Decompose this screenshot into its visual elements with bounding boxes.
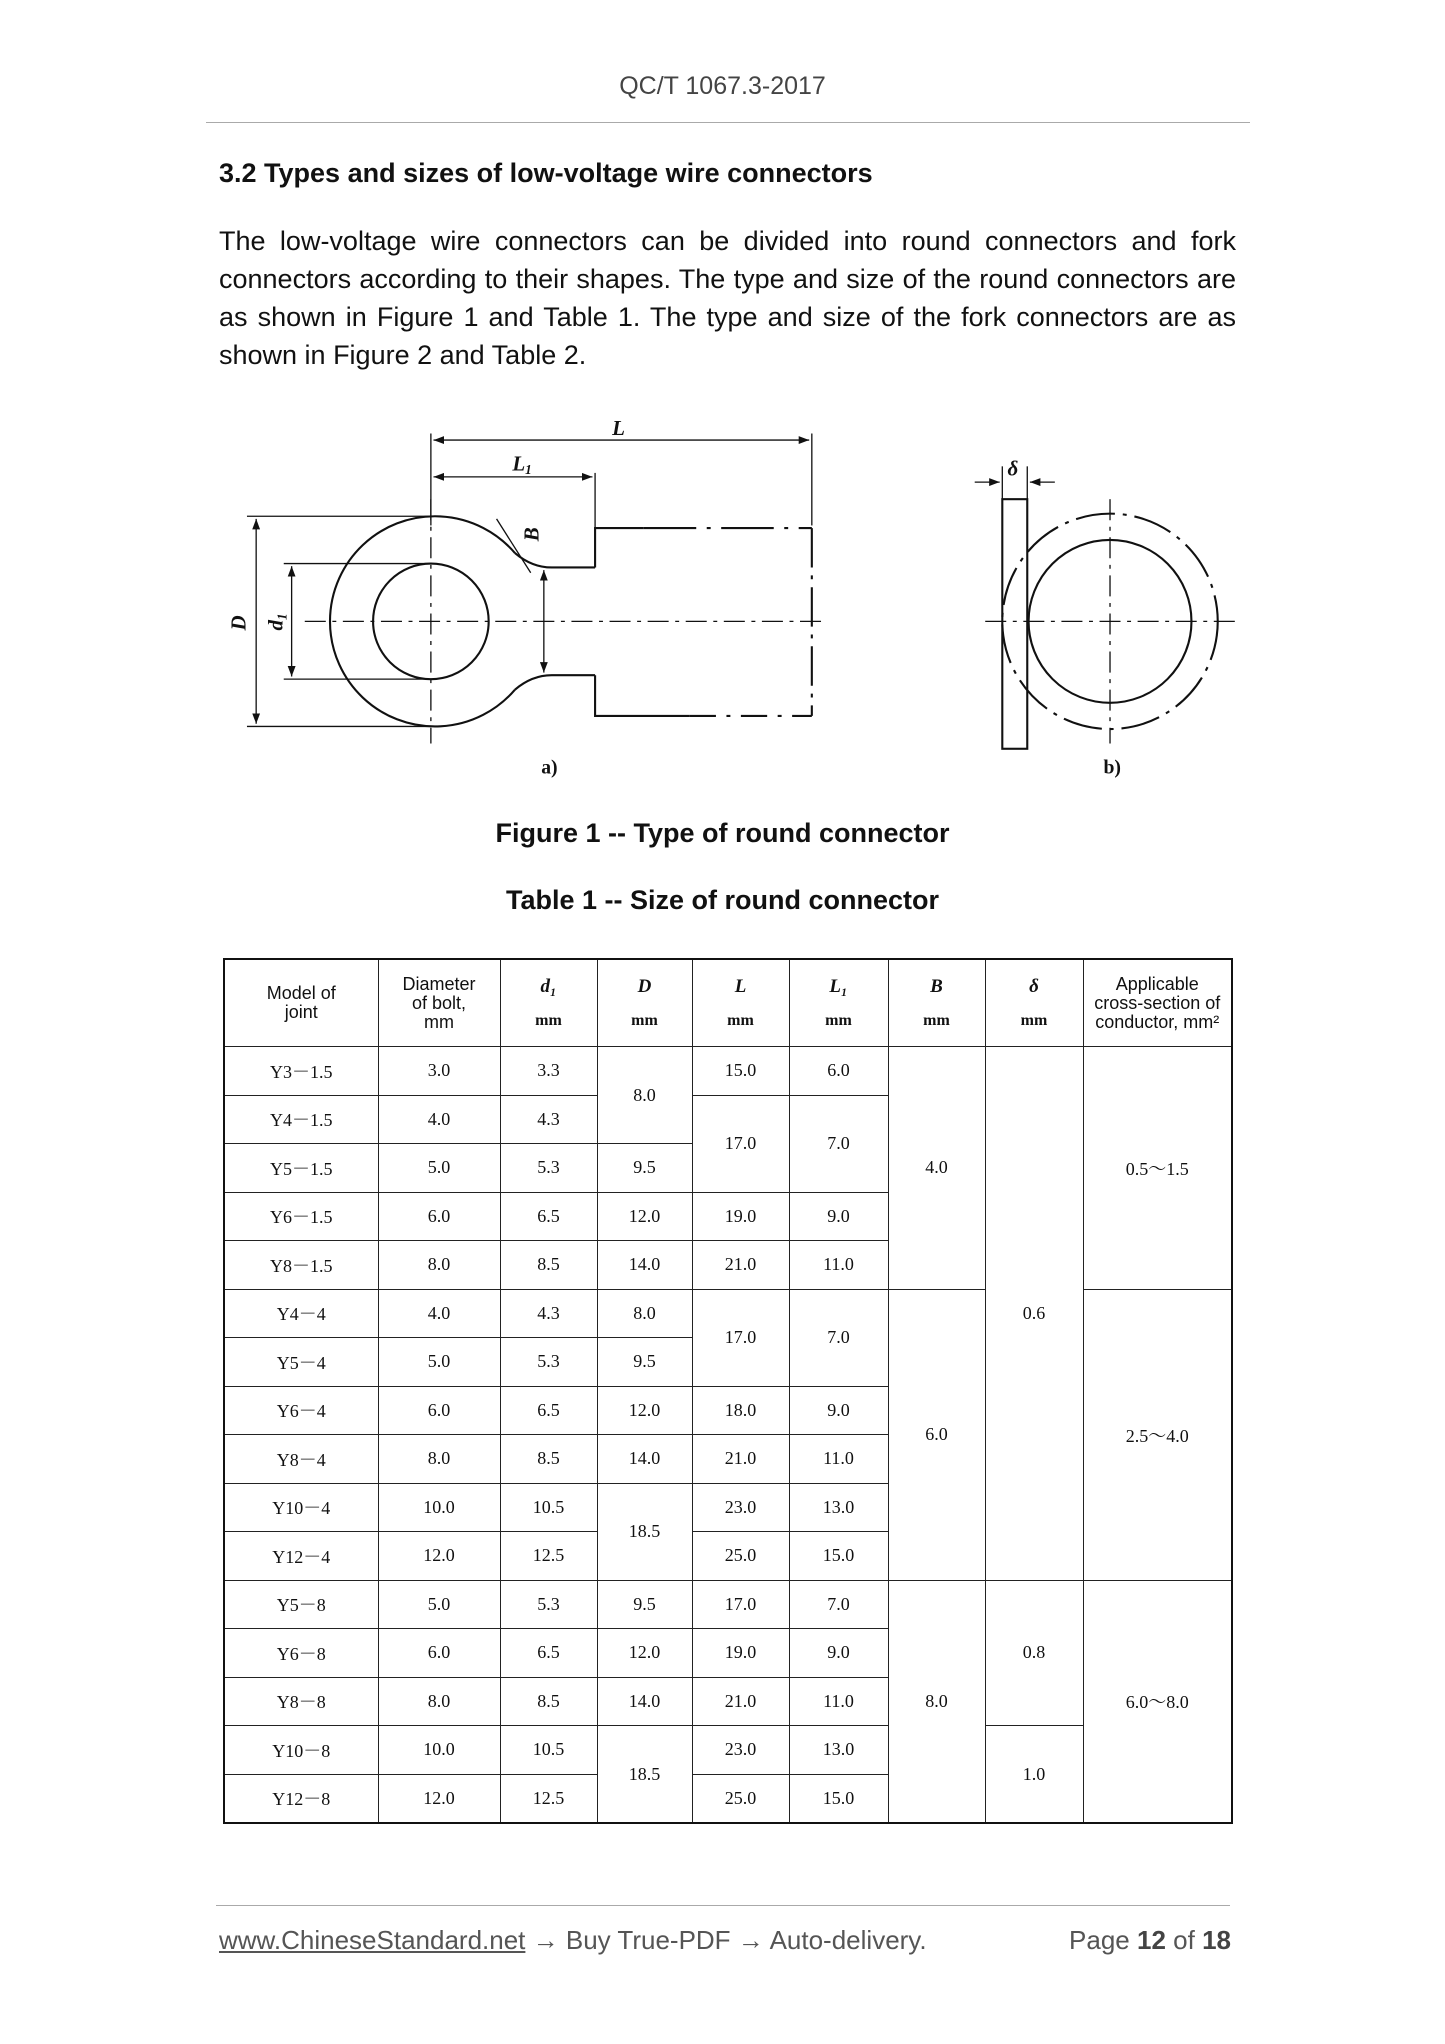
label-B: B (519, 527, 544, 542)
cell-b: 4.0 (888, 1047, 985, 1290)
header-area: Applicable cross-section of conductor, mm² (1083, 959, 1232, 1047)
footer-text: → Buy True-PDF → Auto-delivery. (525, 1925, 927, 1955)
figure-a-drawing (247, 433, 828, 743)
cell-d: 12.0 (597, 1386, 692, 1435)
cell-model: Y6－8 (224, 1629, 378, 1678)
cell-d: 14.0 (597, 1677, 692, 1726)
cell-model: Y3－1.5 (224, 1047, 378, 1096)
cell-d: 8.0 (597, 1289, 692, 1338)
figure-caption: Figure 1 -- Type of round connector (495, 818, 950, 848)
table-caption: Table 1 -- Size of round connector (505, 885, 940, 915)
table-row (224, 1047, 1232, 1096)
cell-bolt: 10.0 (378, 1483, 500, 1532)
cell-d1: 3.3 (500, 1047, 597, 1096)
section-heading: 3.2 Types and sizes of low-voltage wire connectors (219, 158, 873, 188)
cell-l: 23.0 (692, 1483, 789, 1532)
cell-d: 9.5 (597, 1338, 692, 1387)
cell-l: 17.0 (692, 1289, 789, 1386)
cell-d1: 8.5 (500, 1677, 597, 1726)
cell-model: Y6－1.5 (224, 1192, 378, 1241)
cell-bolt: 4.0 (378, 1289, 500, 1338)
cell-l1: 11.0 (789, 1677, 888, 1726)
header-B: B mm (888, 959, 985, 1047)
cell-model: Y4－1.5 (224, 1095, 378, 1144)
header-d1: d₁ mm (500, 959, 597, 1047)
cell-d: 12.0 (597, 1192, 692, 1241)
cell-d1: 6.5 (500, 1629, 597, 1678)
cell-l: 21.0 (692, 1241, 789, 1290)
cell-d: 18.5 (597, 1726, 692, 1824)
cell-l1: 9.0 (789, 1192, 888, 1241)
cell-d: 14.0 (597, 1435, 692, 1484)
cell-delta: 1.0 (985, 1726, 1083, 1824)
cell-l1: 11.0 (789, 1435, 888, 1484)
cell-d1: 12.5 (500, 1532, 597, 1581)
cell-l1: 7.0 (789, 1289, 888, 1386)
cell-l1: 15.0 (789, 1774, 888, 1823)
cell-l: 15.0 (692, 1047, 789, 1096)
cell-b: 8.0 (888, 1580, 985, 1823)
label-b: b) (1103, 756, 1121, 779)
cell-d1: 10.5 (500, 1483, 597, 1532)
cell-l1: 6.0 (789, 1047, 888, 1096)
cell-model: Y12－4 (224, 1532, 378, 1581)
cell-l1: 9.0 (789, 1629, 888, 1678)
cell-d1: 5.3 (500, 1338, 597, 1387)
round-connector-size-table (223, 958, 1233, 1824)
cell-model: Y5－4 (224, 1338, 378, 1387)
cell-l1: 15.0 (789, 1532, 888, 1581)
footer-divider (216, 1905, 1230, 1906)
cell-delta: 0.6 (985, 1047, 1083, 1581)
label-L1: L1 (512, 451, 532, 478)
page-number: Page 12 of 18 (1069, 1925, 1231, 1955)
cell-model: Y10－8 (224, 1726, 378, 1775)
label-delta: δ (1007, 456, 1019, 481)
cell-l: 17.0 (692, 1095, 789, 1192)
header-L: L mm (692, 959, 789, 1047)
cell-l: 21.0 (692, 1435, 789, 1484)
cell-bolt: 12.0 (378, 1532, 500, 1581)
cell-bolt: 8.0 (378, 1435, 500, 1484)
cell-d1: 8.5 (500, 1241, 597, 1290)
cell-d1: 8.5 (500, 1435, 597, 1484)
cell-d: 9.5 (597, 1580, 692, 1629)
cell-bolt: 12.0 (378, 1774, 500, 1823)
cell-model: Y10－4 (224, 1483, 378, 1532)
cell-bolt: 6.0 (378, 1192, 500, 1241)
cell-d1: 4.3 (500, 1289, 597, 1338)
header-bolt: Diameter of bolt, mm (378, 959, 500, 1047)
cell-bolt: 4.0 (378, 1095, 500, 1144)
cell-model: Y8－8 (224, 1677, 378, 1726)
cell-d: 12.0 (597, 1629, 692, 1678)
cell-model: Y4－4 (224, 1289, 378, 1338)
header-model: Model of joint (224, 959, 378, 1047)
cell-bolt: 10.0 (378, 1726, 500, 1775)
cell-model: Y5－8 (224, 1580, 378, 1629)
cell-l1: 13.0 (789, 1726, 888, 1775)
cell-l: 19.0 (692, 1192, 789, 1241)
label-a: a) (541, 756, 558, 779)
cell-l: 17.0 (692, 1580, 789, 1629)
cell-l: 23.0 (692, 1726, 789, 1775)
cell-bolt: 8.0 (378, 1241, 500, 1290)
cell-bolt: 5.0 (378, 1144, 500, 1193)
cell-l1: 9.0 (789, 1386, 888, 1435)
label-L: L (612, 415, 625, 440)
cell-model: Y8－1.5 (224, 1241, 378, 1290)
cell-d1: 6.5 (500, 1386, 597, 1435)
cell-delta: 0.8 (985, 1580, 1083, 1726)
cell-model: Y6－4 (224, 1386, 378, 1435)
cell-d1: 5.3 (500, 1580, 597, 1629)
cell-d: 8.0 (597, 1047, 692, 1144)
cell-area: 6.0～8.0 (1083, 1580, 1232, 1823)
table-header-row (224, 959, 1232, 1047)
cell-model: Y5－1.5 (224, 1144, 378, 1193)
header-D: D mm (597, 959, 692, 1047)
cell-l: 25.0 (692, 1774, 789, 1823)
cell-b: 6.0 (888, 1289, 985, 1580)
table-row (224, 1726, 1232, 1775)
header-delta: δ mm (985, 959, 1083, 1047)
cell-d: 18.5 (597, 1483, 692, 1580)
cell-area: 0.5～1.5 (1083, 1047, 1232, 1290)
website-link[interactable]: www.ChineseStandard.net (219, 1925, 526, 1955)
table-row (224, 1580, 1232, 1629)
cell-l1: 13.0 (789, 1483, 888, 1532)
cell-d: 14.0 (597, 1241, 692, 1290)
cell-d1: 5.3 (500, 1144, 597, 1193)
cell-model: Y12－8 (224, 1774, 378, 1823)
cell-d1: 4.3 (500, 1095, 597, 1144)
cell-model: Y8－4 (224, 1435, 378, 1484)
label-D: D (226, 615, 251, 631)
cell-d: 9.5 (597, 1144, 692, 1193)
cell-l: 19.0 (692, 1629, 789, 1678)
intro-paragraph: The low-voltage wire connectors can be divided into round connectors and fork connectors according to their shapes. The type and size of the round connectors are as shown in Figure 1 and Table 1. The type and size of the fork connectors are as shown in Figure 2 and Table 2. (219, 226, 1236, 370)
cell-d1: 12.5 (500, 1774, 597, 1823)
cell-bolt: 6.0 (378, 1629, 500, 1678)
figure-b-drawing (975, 466, 1235, 748)
header-L1: L₁ mm (789, 959, 888, 1047)
cell-d1: 6.5 (500, 1192, 597, 1241)
cell-bolt: 5.0 (378, 1338, 500, 1387)
cell-l: 18.0 (692, 1386, 789, 1435)
cell-l: 21.0 (692, 1677, 789, 1726)
cell-bolt: 3.0 (378, 1047, 500, 1096)
cell-area: 2.5～4.0 (1083, 1289, 1232, 1580)
label-d1: d1 (263, 613, 290, 631)
cell-bolt: 6.0 (378, 1386, 500, 1435)
cell-l1: 11.0 (789, 1241, 888, 1290)
document-id-header: QC/T 1067.3-2017 (619, 72, 826, 100)
cell-d1: 10.5 (500, 1726, 597, 1775)
cell-l: 25.0 (692, 1532, 789, 1581)
cell-bolt: 5.0 (378, 1580, 500, 1629)
cell-l1: 7.0 (789, 1095, 888, 1192)
cell-bolt: 8.0 (378, 1677, 500, 1726)
footer (219, 1925, 1231, 1956)
cell-l1: 7.0 (789, 1580, 888, 1629)
